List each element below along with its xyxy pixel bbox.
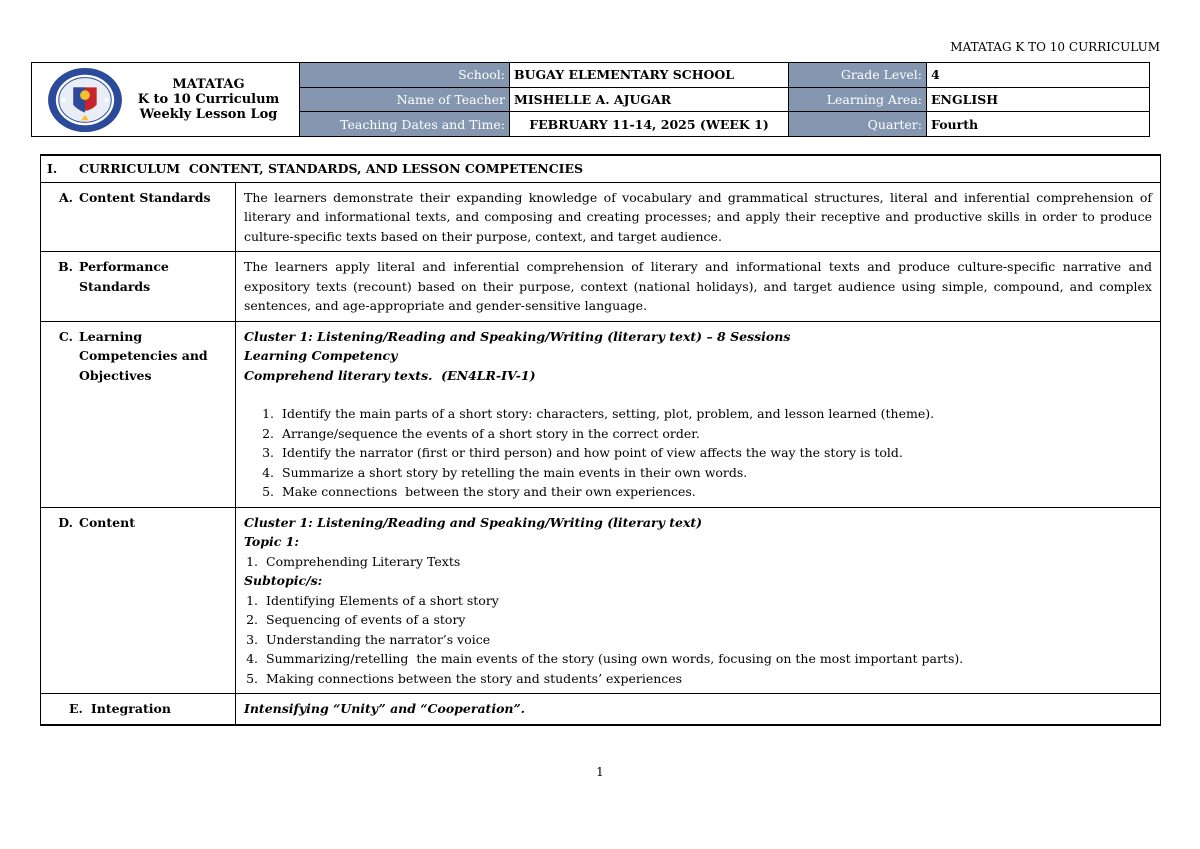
learning-area-value: ENGLISH — [927, 87, 1150, 112]
learning-competencies-letter: C. — [58, 328, 73, 344]
integration-label: Integration — [90, 701, 171, 716]
title-curriculum: K to 10 Curriculum — [137, 92, 280, 107]
list-item: 2. Arrange/sequence the events of a short story in the correct order. — [262, 425, 700, 441]
teacher-value: MISHELLE A. AJUGAR — [510, 87, 789, 112]
performance-standards-letter: B. — [58, 259, 73, 274]
learning-competencies-row — [41, 321, 1161, 507]
performance-standards-label: Performance Standards — [79, 259, 169, 294]
running-head: MATATAG K TO 10 CURRICULUM — [950, 40, 1160, 54]
grade-level-value: 4 — [927, 63, 1150, 88]
content-standards-letter: A. — [58, 189, 73, 205]
subtopic-heading: Subtopic/s: — [244, 573, 323, 588]
curriculum-table — [40, 154, 1161, 726]
quarter-label: Quarter: — [789, 112, 927, 137]
content-standards-row — [41, 182, 1161, 252]
teacher-label: Name of Teacher — [300, 87, 510, 112]
list-item: 5. Make connections between the story and their own experiences. — [262, 484, 696, 499]
grade-level-label: Grade Level: — [789, 63, 927, 88]
content-standards-label: Content Standards — [79, 189, 211, 205]
competency-text: Comprehend literary texts. (EN4LR-IV-1) — [244, 367, 536, 383]
school-label: School: — [300, 63, 510, 88]
integration-letter: E. — [69, 701, 83, 716]
performance-standards-row — [41, 252, 1161, 322]
content-label: Content — [79, 514, 135, 530]
list-item: 4. Summarizing/retelling the main events of the story (using own words, focusing on the most important parts). — [246, 651, 964, 666]
list-item: 5. Making connections between the story and students’ experiences — [246, 670, 683, 686]
teaching-dates-value: FEBRUARY 11-14, 2025 (WEEK 1) — [510, 112, 789, 137]
objectives-list — [244, 404, 1152, 502]
list-item: 1. Comprehending Literary Texts — [246, 553, 461, 569]
competency-cluster: Cluster 1: Listening/Reading and Speaking/Writing (literary text) – 8 Sessions — [244, 328, 791, 344]
content-row — [41, 507, 1161, 694]
quarter-value: Fourth — [927, 112, 1150, 137]
integration-row — [41, 694, 1161, 725]
list-item: 1. Identify the main parts of a short story: characters, setting, plot, problem, and lesson learned (theme). — [262, 406, 935, 421]
content-standards-text: The learners demonstrate their expanding knowledge of vocabulary and grammatical structures, literal and inferential comprehension of literary and informational texts, and composing and creating processes; and apply their receptive and productive skills in order to produce culture-specific texts based on their purpose, context, and target audience. — [236, 182, 1161, 252]
logo-title-cell — [32, 63, 300, 137]
list-item: 2. Sequencing of events of a story — [246, 612, 466, 627]
topic-heading: Topic 1: — [244, 534, 299, 549]
teaching-dates-label: Teaching Dates and Time: — [300, 112, 510, 137]
lesson-log-title — [124, 77, 293, 122]
learning-competencies-label: Learning Competencies and Objectives — [79, 328, 208, 383]
performance-standards-text: The learners apply literal and inferential comprehension of literary and informational texts and produce culture-specific narrative and expository texts (recount) based on their purpose, context (national holidays), and target audience using simple, compound, and complex sentences, and age-appropriate and gender-sensitive language. — [236, 252, 1161, 322]
topic-list — [244, 552, 1152, 572]
integration-text: Intensifying “Unity” and “Cooperation”. — [236, 694, 1161, 725]
learning-area-label: Learning Area: — [789, 87, 927, 112]
competency-heading: Learning Competency — [244, 348, 398, 363]
content-letter: D. — [58, 514, 73, 530]
content-cluster: Cluster 1: Listening/Reading and Speaking/Writing (literary text) — [244, 514, 703, 530]
page-number: 1 — [596, 765, 604, 779]
subtopic-list — [244, 591, 1152, 689]
title-matatag: MATATAG — [172, 77, 245, 92]
list-item: 4. Summarize a short story by retelling the main events in their own words. — [262, 464, 748, 480]
lesson-log-header — [31, 62, 1150, 137]
list-item: 3. Identify the narrator (first or third person) and how point of view affects the way the story is told. — [262, 445, 903, 460]
list-item: 1. Identifying Elements of a short story — [246, 592, 499, 608]
list-item: 3. Understanding the narrator’s voice — [246, 631, 491, 647]
school-value: BUGAY ELEMENTARY SCHOOL — [510, 63, 789, 88]
title-weekly-log: Weekly Lesson Log — [139, 107, 278, 122]
deped-seal-icon — [46, 66, 124, 134]
section-title: I. CURRICULUM CONTENT, STANDARDS, AND LESSON COMPETENCIES — [41, 155, 1161, 182]
